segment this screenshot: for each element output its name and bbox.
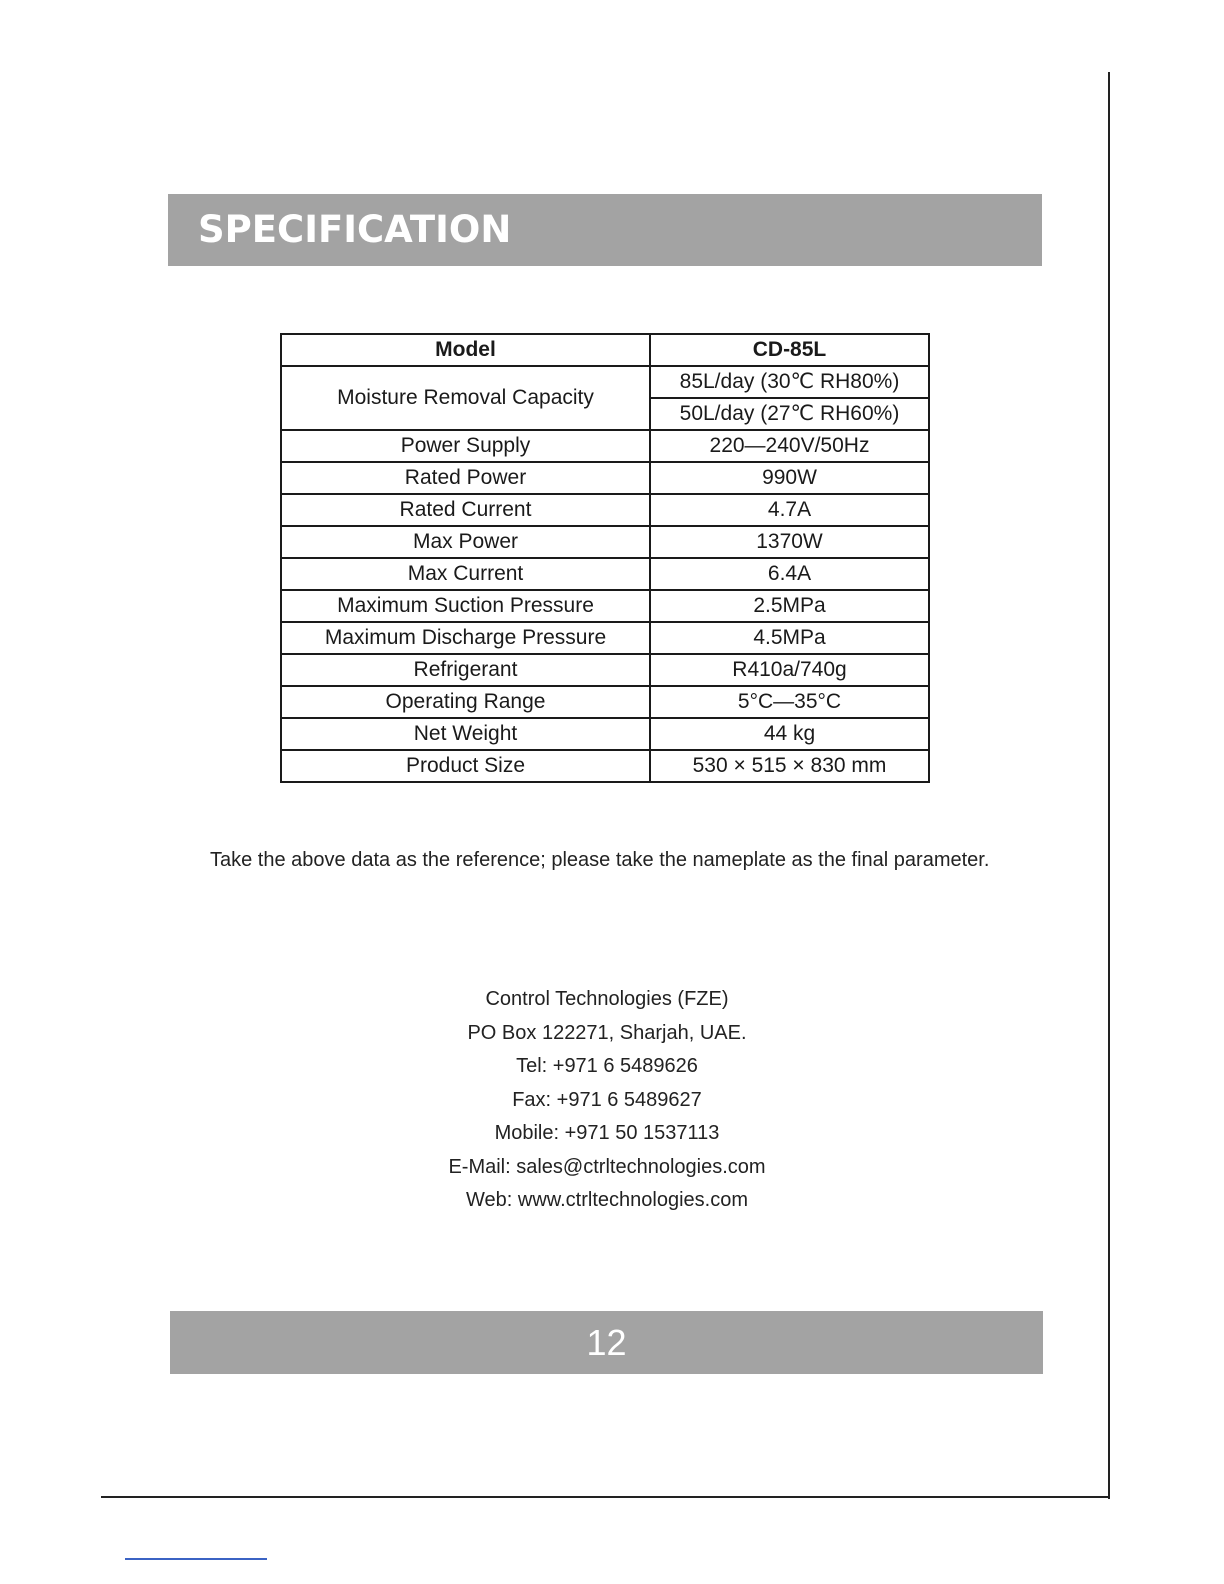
table-row [281, 526, 929, 558]
blue-underline-rule [125, 1558, 267, 1560]
table-row [281, 366, 929, 398]
reference-note: Take the above data as the reference; please take the nameplate as the final parameter. [210, 849, 990, 871]
row-value-cell: 44 kg [650, 718, 929, 750]
moisture-value-cell: 50L/day (27℃ RH60%) [650, 398, 929, 430]
row-value-cell: 4.5MPa [650, 622, 929, 654]
table-row [281, 686, 929, 718]
row-value-cell: 6.4A [650, 558, 929, 590]
row-value-cell: R410a/740g [650, 654, 929, 686]
table-row [281, 430, 929, 462]
specification-table [280, 333, 930, 783]
row-value-cell: 990W [650, 462, 929, 494]
mobile-number: Mobile: +971 50 1537113 [494, 1122, 720, 1144]
page-footer-band [170, 1311, 1043, 1374]
contact-block [168, 983, 1046, 1218]
model-value-cell: CD-85L [650, 334, 929, 366]
row-value-cell: 4.7A [650, 494, 929, 526]
row-label-cell: Refrigerant [281, 654, 650, 686]
page-frame-right-rule [1108, 72, 1110, 1499]
row-value-cell: 220—240V/50Hz [650, 430, 929, 462]
row-value-cell: 5°C—35°C [650, 686, 929, 718]
moisture-value-cell: 85L/day (30℃ RH80%) [650, 366, 929, 398]
row-value-cell: 530 × 515 × 830 mm [650, 750, 929, 782]
row-label-cell: Rated Current [281, 494, 650, 526]
row-label-cell: Operating Range [281, 686, 650, 718]
table-row [281, 622, 929, 654]
section-title: SPECIFICATION [198, 208, 512, 251]
row-label-cell: Maximum Suction Pressure [281, 590, 650, 622]
email-address: E-Mail: sales@ctrltechnologies.com [448, 1155, 766, 1178]
table-row [281, 750, 929, 782]
postal-address: PO Box 122271, Sharjah, UAE. [467, 1021, 747, 1044]
row-label-cell: Power Supply [281, 430, 650, 462]
table-row [281, 590, 929, 622]
table-row [281, 494, 929, 526]
fax-number: Fax: +971 6 5489627 [512, 1088, 702, 1111]
page-frame-bottom-rule [101, 1496, 1110, 1498]
row-label-cell: Max Power [281, 526, 650, 558]
table-header-row [281, 334, 929, 366]
row-label-cell: Net Weight [281, 718, 650, 750]
row-value-cell: 1370W [650, 526, 929, 558]
table-row [281, 654, 929, 686]
section-header-band [168, 194, 1042, 266]
row-value-cell: 2.5MPa [650, 590, 929, 622]
telephone: Tel: +971 6 5489626 [516, 1055, 698, 1077]
page-number: 12 [586, 1322, 627, 1363]
moisture-label-cell: Moisture Removal Capacity [281, 366, 650, 430]
table-row [281, 718, 929, 750]
website-address: Web: www.ctrltechnologies.com [466, 1189, 748, 1211]
row-label-cell: Rated Power [281, 462, 650, 494]
company-name: Control Technologies (FZE) [485, 988, 729, 1010]
model-label-cell: Model [281, 334, 650, 366]
row-label-cell: Max Current [281, 558, 650, 590]
table-row [281, 462, 929, 494]
table-row [281, 558, 929, 590]
row-label-cell: Maximum Discharge Pressure [281, 622, 650, 654]
row-label-cell: Product Size [281, 750, 650, 782]
